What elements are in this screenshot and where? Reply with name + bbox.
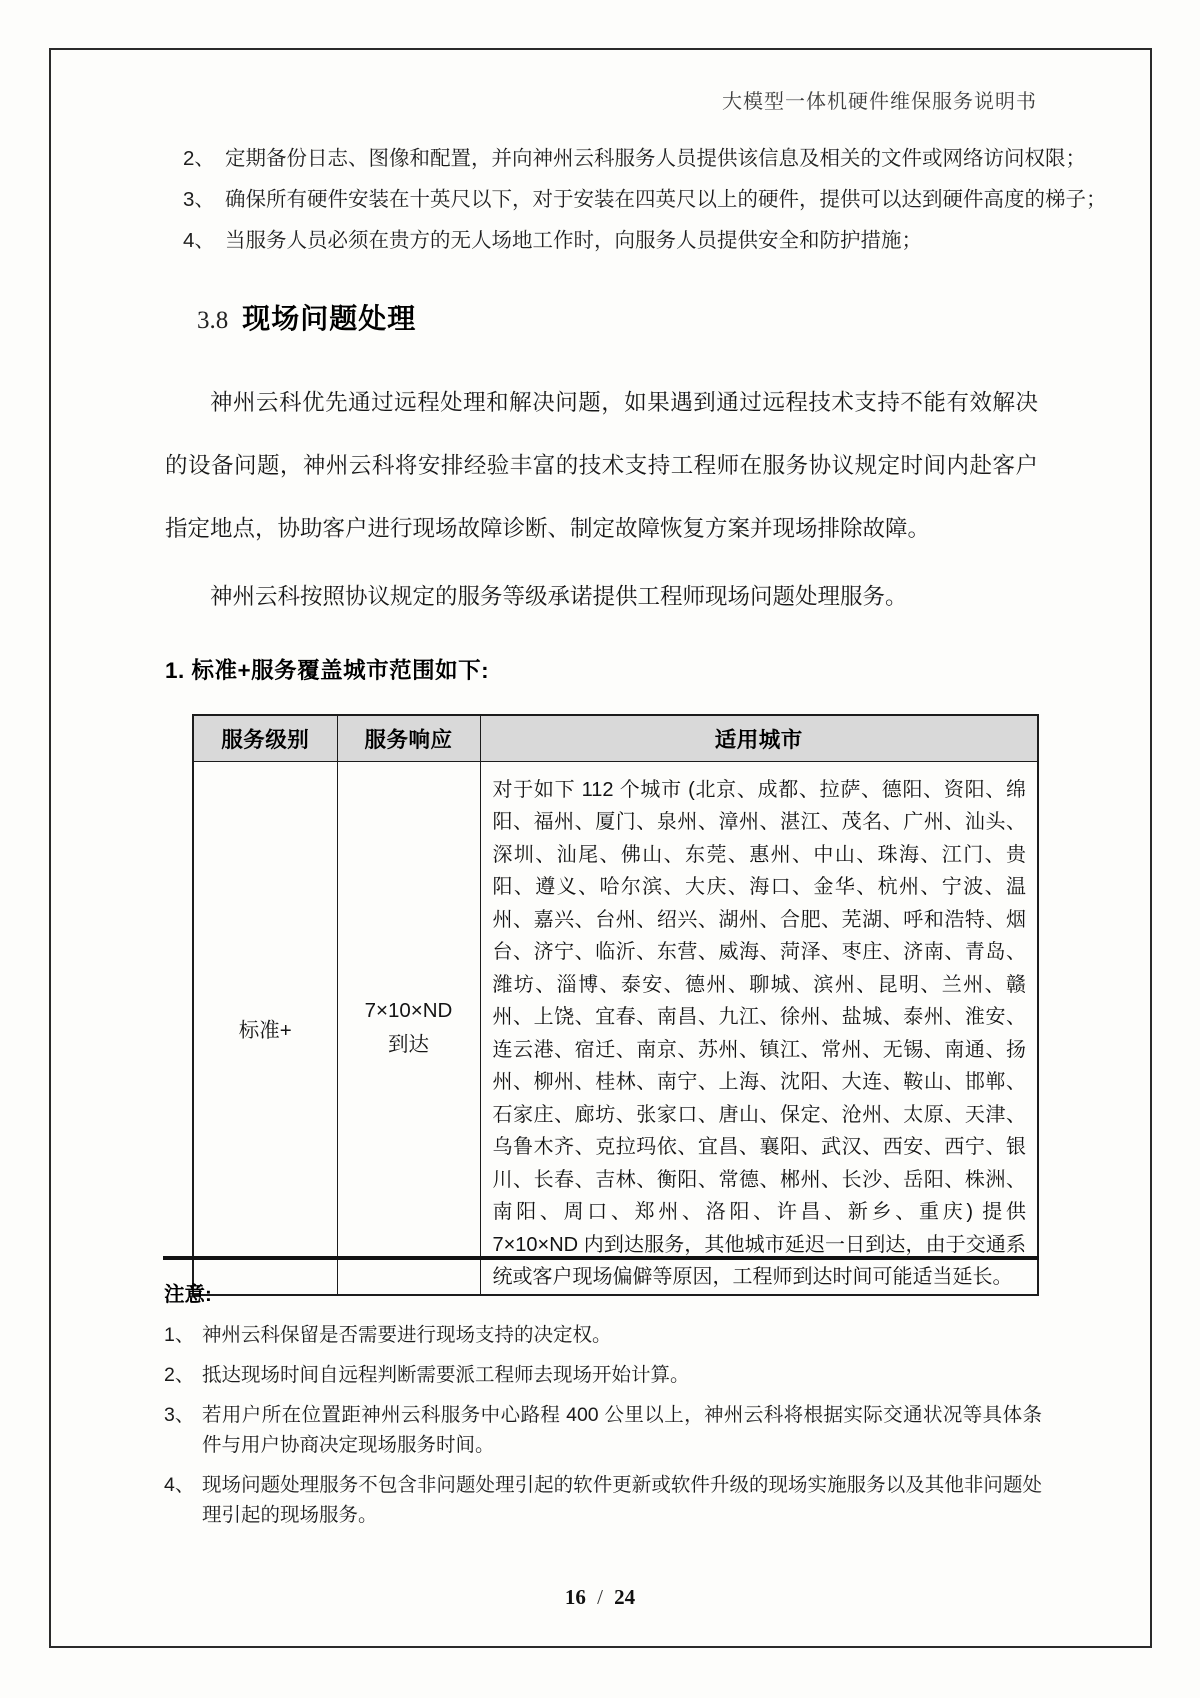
list-item [183,188,1107,212]
list-item-text: 当服务人员必须在贵方的无人场地工作时，向服务人员提供安全和防护措施； [225,229,922,252]
divider-rule [163,1256,1039,1260]
cities-cell: 对于如下 112 个城市 (北京、成都、拉萨、德阳、资阳、绵阳、福州、厦门、泉州、漳州、湛江、茂名、广州、汕头、深圳、汕尾、佛山、东莞、惠州、中山、珠海、江门、贵阳、遵义、哈尔滨、大庆、海口、金华、杭州、宁波、温州、嘉兴、台州、绍兴、湖州、合肥、芜湖、呼和浩特、烟台、济宁、临沂、东营、威海、菏泽、枣庄、济南、青岛、潍坊、淄博、泰安、德州、聊城、滨州、昆明、兰州、赣州、上饶、宜春、南昌、九江、徐州、盐城、泰州、淮安、连云港、宿迁、南京、苏州、镇江、常州、无锡、南通、扬州、柳州、桂林、南宁、上海、沈阳、大连、鞍山、邯郸、石家庄、廊坊、张家口、唐山、保定、沧州、太原、天津、乌鲁木齐、克拉玛依、宜昌、襄阳、武汉、西安、西宁、银川、长春、吉林、衡阳、常德、郴州、长沙、岳阳、株洲、南阳、周口、郑州、洛阳、许昌、新乡、重庆) 提供 7×10×ND 内到达服务，其他城市延迟一日到达，由于交通系统或客户现场偏僻等原因，工程师到达时间可能适当延长。 [480,761,1038,1295]
table-header-service-response: 服务响应 [337,715,480,761]
note-item [164,1320,1042,1350]
table-row [193,761,1038,1295]
paragraph: 神州云科优先通过远程处理和解决问题，如果遇到通过远程技术支持不能有效解决的设备问题，神州云科将安排经验丰富的技术支持工程师在服务协议规定时间内赴客户指定地点，协助客户进行现场故障诊断、制定故障恢复方案并现场排除故障。 [165,390,1038,541]
note-text: 若用户所在位置距神州云科服务中心路程 400 公里以上，神州云科将根据实际交通状况等具体条件与用户协商决定现场服务时间。 [202,1404,1042,1456]
current-page-number: 16 [564,1585,586,1609]
doc-header-title: 大模型一体机硬件维保服务说明书 [722,91,1037,113]
table-header-service-level: 服务级别 [193,715,337,761]
list-item-text: 定期备份日志、图像和配置，并向神州云科服务人员提供该信息及相关的文件或网络访问权限； [225,147,1086,170]
list-item-number: 4、 [183,229,215,252]
list-item-text: 确保所有硬件安装在十英尺以下，对于安装在四英尺以上的硬件，提供可以达到硬件高度的梯子； [225,188,1107,211]
service-response-cell [337,761,480,1295]
page-number-footer [0,1585,1200,1610]
note-item [164,1400,1042,1460]
obligation-list [183,147,1107,270]
notes-list [164,1320,1042,1540]
list-item-number: 3、 [183,188,215,211]
note-text: 神州云科保留是否需要进行现场支持的决定权。 [202,1324,612,1346]
list-item [183,229,1043,253]
table-header-applicable-cities: 适用城市 [480,715,1038,761]
response-line: 到达 [388,1032,429,1056]
section-number: 3.8 [197,307,229,334]
total-page-number: 24 [614,1585,636,1609]
service-level-cell: 标准+ [193,761,337,1295]
note-text: 抵达现场时间自远程判断需要派工程师去现场开始计算。 [202,1364,690,1386]
note-number: 2、 [164,1364,195,1386]
list-item [183,147,1086,171]
response-line: 7×10×ND [364,998,453,1022]
list-item-number: 2、 [183,147,215,170]
section-heading [197,297,416,337]
note-number: 4、 [164,1474,195,1496]
note-item [164,1470,1042,1530]
table-header-row [193,715,1038,761]
paragraph: 神州云科按照协议规定的服务等级承诺提供工程师现场问题处理服务。 [210,584,908,609]
note-text: 现场问题处理服务不包含非问题处理引起的软件更新或软件升级的现场实施服务以及其他非问题处理引起的现场服务。 [202,1474,1042,1526]
service-coverage-table [192,714,1039,1296]
notes-label: 注意: [164,1283,212,1306]
coverage-heading: 1. 标准+服务覆盖城市范围如下: [165,658,490,683]
section-title: 现场问题处理 [242,303,417,334]
note-number: 1、 [164,1324,195,1346]
note-item [164,1360,1042,1390]
page-number-separator: / [597,1585,603,1609]
note-number: 3、 [164,1404,195,1426]
